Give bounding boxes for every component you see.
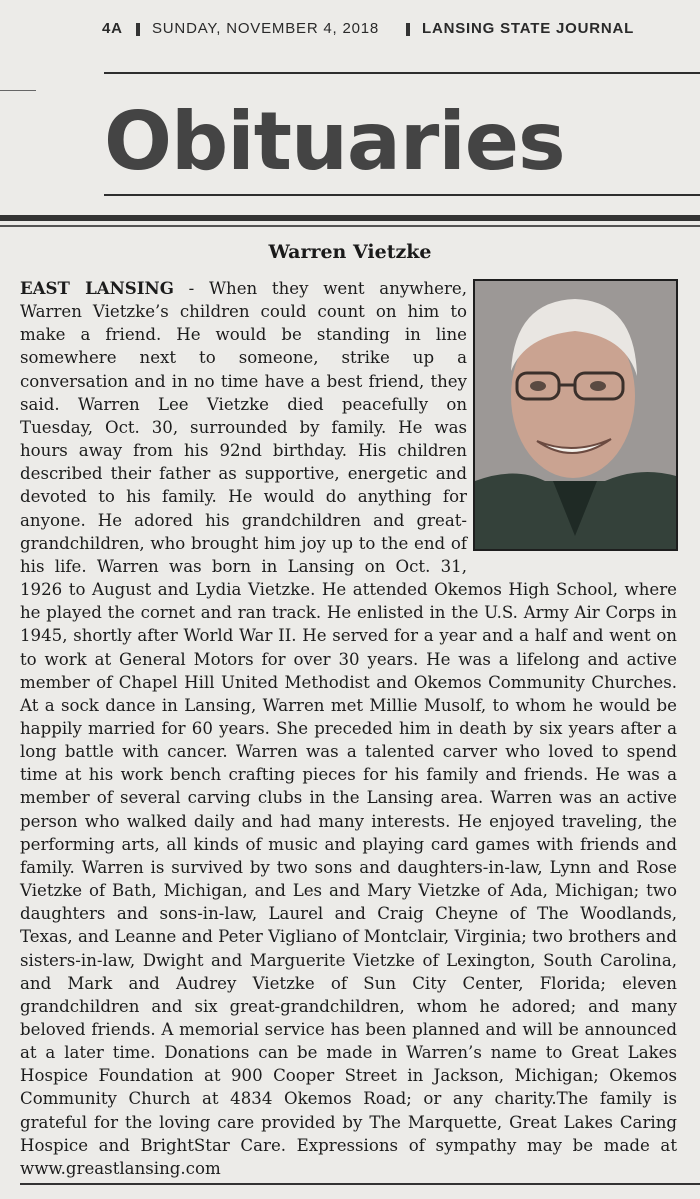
- section-title: Obituaries: [104, 95, 565, 188]
- obituary-body: [20, 277, 677, 1180]
- divider: [0, 90, 36, 91]
- publication-name: LANSING STATE JOURNAL: [422, 20, 635, 37]
- divider: [104, 72, 700, 74]
- divider: [20, 1183, 700, 1185]
- photo-wrap-space: [467, 277, 677, 556]
- divider: [104, 194, 700, 196]
- page-number: 4A: [102, 20, 123, 37]
- obituary-text: - When they went anywhere, Warren Vietzke’s children could count on him to make a friend. He would be standing in line somewhere next to someone, strike up a conversation and in no time have a best friend, they said. Warren Lee Vietzke died peacefully on Tuesday, Oct. 30, surrounded by family. He was hours away from his 92nd birthday. His children described their father as supportive, energetic and devoted to his family. He would do anything for anyone. He adored his grandchildren and great-grandchildren, who brought him joy up to the end of his life. Warren was born in Lansing on Oct. 31, 1926 to August and Lydia Vietzke. He attended Okemos High School, where he played the cornet and ran track. He enlisted in the U.S. Army Air Corps in 1945, shortly after World War II. He served for a year and a half and went on to work at General Motors for over 30 years. He was a lifelong and active member of Chapel Hill United Methodist and Okemos Community Churches. At a sock dance in Lansing, Warren met Millie Musolf, to whom he would be happily married for 60 years. She preceded him in death by six years after a long battle with cancer. Warren was a talented carver who loved to spend time at his work bench crafting pieces for his family and friends. He was a member of several carving clubs in the Lansing area. Warren was an active person who walked daily and had many interests. He enjoyed traveling, the performing arts, all kinds of music and playing card games with friends and family. Warren is survived by two sons and daughters-in-law, Lynn and Rose Vietzke of Bath, Michigan, and Les and Mary Vietzke of Ada, Michigan; two daughters and sons-in-law, Laurel and Craig Cheyne of The Woodlands, Texas, and Leanne and Peter Vigliano of Montclair, Virginia; two brothers and sisters-in-law, Dwight and Marguerite Vietzke of Lexington, South Carolina, and Mark and Audrey Vietzke of Sun City Center, Florida; eleven grandchildren and six great-grandchildren, whom he adored; and many beloved friends. A memorial service has been planned and will be announced at a later time. Donations can be made in Warren’s name to Great Lakes Hospice Foundation at 900 Cooper Street in Jackson, Michigan; Okemos Community Church at 4834 Okemos Road; or any charity.The family is grateful for the loving care provided by The Marquette, Great Lakes Caring Hospice and BrightStar Care. Expressions of sympathy may be made at www.greastlansing.com: [20, 279, 677, 1178]
- header-separator: [406, 23, 410, 36]
- header-separator: [136, 23, 140, 36]
- section-bar-thin: [0, 225, 700, 227]
- issue-date: SUNDAY, NOVEMBER 4, 2018: [152, 20, 380, 37]
- page-header: [0, 16, 700, 44]
- section-bar: [0, 215, 700, 221]
- obituary-name: Warren Vietzke: [268, 241, 432, 263]
- dateline: EAST LANSING: [20, 278, 174, 298]
